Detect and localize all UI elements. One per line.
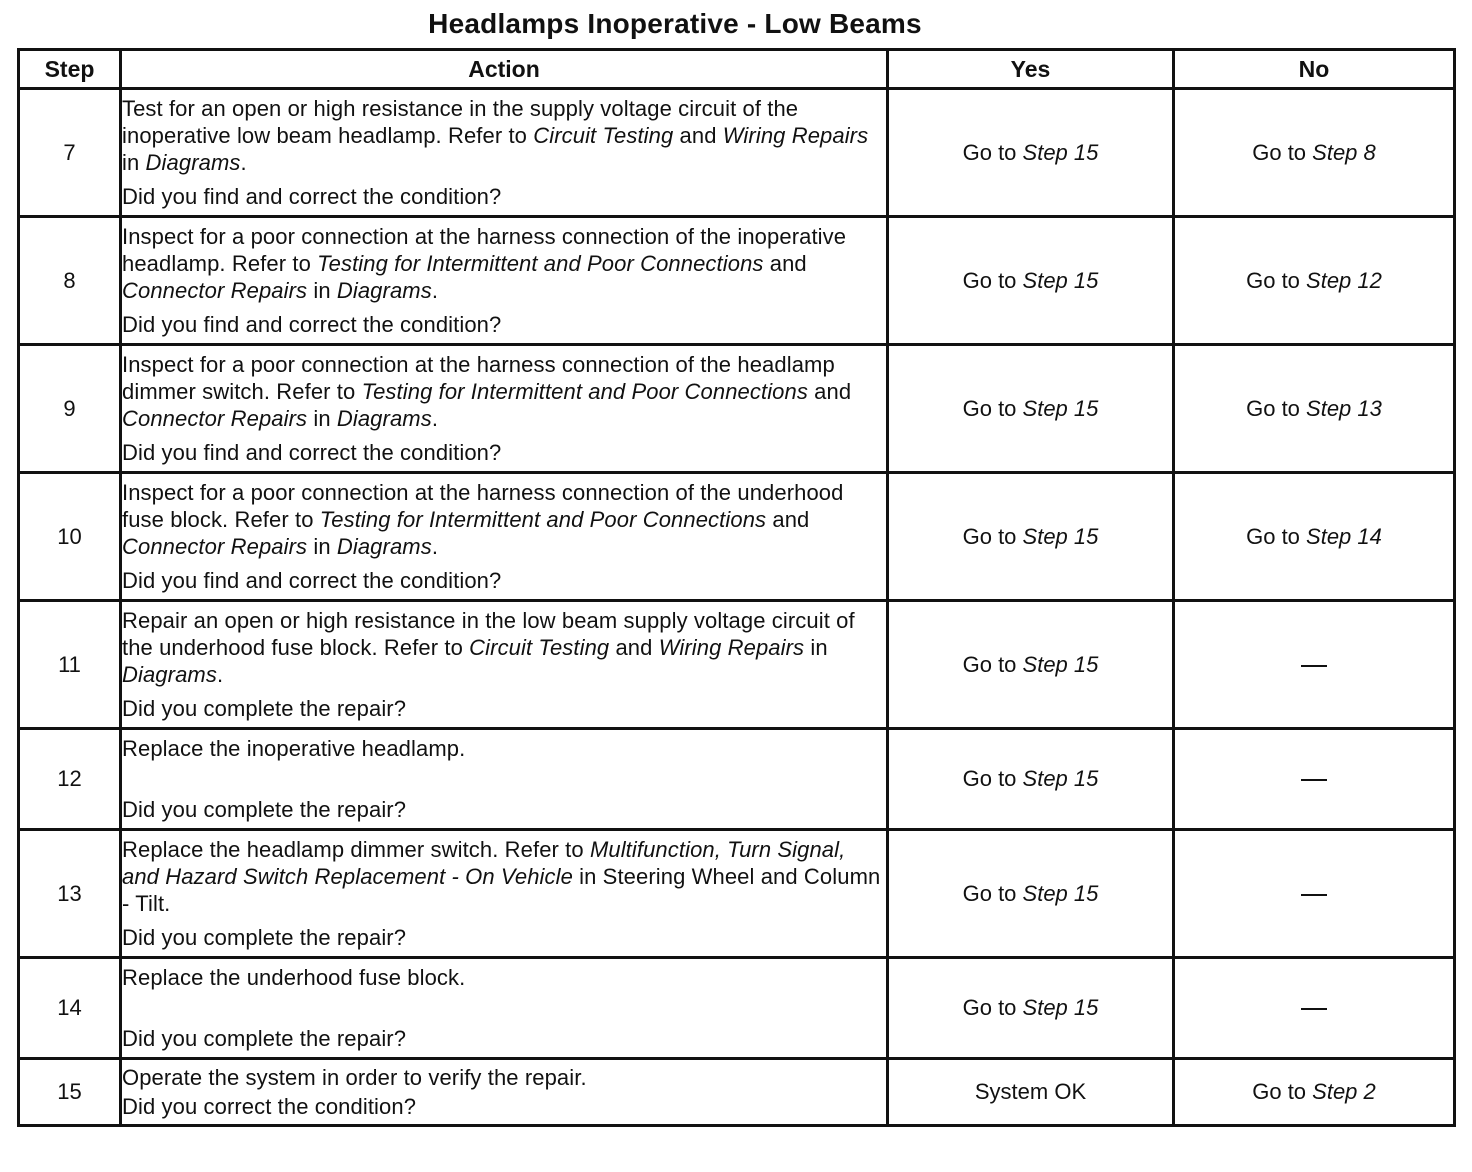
action-instruction bbox=[122, 836, 886, 917]
action-cell bbox=[121, 601, 888, 729]
diagnostic-table bbox=[17, 48, 1456, 1127]
step-number: 15 bbox=[19, 1059, 121, 1126]
instruction-text: in bbox=[122, 150, 146, 175]
action-instruction bbox=[122, 351, 886, 432]
instruction-text: Repair an open or high resistance in the low beam supply voltage circuit of the underhood fuse block. Refer to bbox=[122, 608, 855, 660]
action-column-header: Action bbox=[121, 50, 888, 89]
reference-link-text: Diagrams bbox=[336, 278, 432, 303]
reference-link-text: Diagrams bbox=[122, 662, 217, 687]
step-column-header: Step bbox=[19, 50, 121, 89]
table-row bbox=[19, 473, 1455, 601]
step-number: 8 bbox=[19, 217, 121, 345]
step-number: 11 bbox=[19, 601, 121, 729]
table-row bbox=[19, 89, 1455, 217]
instruction-text: and bbox=[766, 507, 810, 532]
action-cell bbox=[121, 89, 888, 217]
reference-link-text: Wiring Repairs bbox=[722, 123, 869, 148]
outcome-prefix: Go to bbox=[1246, 267, 1307, 293]
table-row bbox=[19, 958, 1455, 1059]
action-instruction bbox=[122, 95, 886, 176]
action-cell bbox=[121, 1059, 888, 1126]
table-row bbox=[19, 217, 1455, 345]
outcome-prefix: Go to bbox=[1252, 139, 1313, 165]
reference-link-text: Diagrams bbox=[336, 406, 432, 431]
table-row bbox=[19, 601, 1455, 729]
table-row bbox=[19, 729, 1455, 830]
action-instruction bbox=[122, 479, 886, 560]
instruction-text: . bbox=[431, 278, 439, 303]
table-row bbox=[19, 830, 1455, 958]
action-question: Did you find and correct the condition? bbox=[122, 184, 502, 209]
reference-link-text: Circuit Testing bbox=[469, 635, 610, 660]
instruction-text: and bbox=[609, 635, 659, 660]
reference-link-text: Testing for Intermittent and Poor Connections bbox=[319, 507, 767, 532]
reference-link-text: Connector Repairs bbox=[122, 278, 308, 303]
outcome-step-reference: Step 15 bbox=[1022, 395, 1099, 421]
table-header-row bbox=[19, 50, 1455, 89]
outcome-step-reference: Step 15 bbox=[1022, 766, 1099, 791]
instruction-text: Replace the underhood fuse block. bbox=[122, 965, 466, 990]
outcome-prefix: Go to bbox=[962, 523, 1023, 549]
table-row bbox=[19, 345, 1455, 473]
outcome-prefix: Go to bbox=[962, 139, 1023, 165]
yes-column-header: Yes bbox=[888, 50, 1174, 89]
yes-result bbox=[888, 729, 1174, 830]
instruction-text: and bbox=[807, 379, 852, 404]
no-result bbox=[1174, 473, 1455, 601]
reference-link-text: Testing for Intermittent and Poor Connections bbox=[361, 379, 808, 404]
no-result bbox=[1174, 958, 1455, 1059]
no-result bbox=[1174, 1059, 1455, 1126]
outcome-step-reference: Step 15 bbox=[1022, 880, 1099, 906]
instruction-text: Replace the headlamp dimmer switch. Refer to bbox=[122, 837, 590, 862]
instruction-text: in bbox=[307, 278, 337, 303]
reference-link-text: Connector Repairs bbox=[122, 406, 308, 431]
yes-result bbox=[888, 89, 1174, 217]
instruction-text: and bbox=[673, 123, 723, 148]
yes-result bbox=[888, 830, 1174, 958]
instruction-text: in bbox=[804, 635, 828, 660]
outcome-prefix: Go to bbox=[962, 395, 1023, 421]
action-instruction bbox=[122, 607, 886, 688]
outcome-prefix: Go to bbox=[962, 766, 1023, 791]
reference-link-text: Diagrams bbox=[145, 150, 241, 175]
step-number: 12 bbox=[19, 729, 121, 830]
no-result bbox=[1174, 89, 1455, 217]
dash-placeholder bbox=[1301, 894, 1327, 896]
action-cell bbox=[121, 729, 888, 830]
outcome-step-reference: Step 15 bbox=[1022, 267, 1099, 293]
instruction-text: in bbox=[307, 534, 337, 559]
instruction-text: . bbox=[240, 150, 247, 175]
instruction-text: . bbox=[431, 534, 439, 559]
outcome-prefix: System OK bbox=[974, 1079, 1087, 1104]
yes-result bbox=[888, 958, 1174, 1059]
reference-link-text: Multifunction, Turn Signal, and Hazard Switch Replacement - On Vehicle bbox=[122, 837, 846, 889]
reference-link-text: Diagrams bbox=[336, 534, 432, 559]
action-question: Did you complete the repair? bbox=[122, 797, 407, 822]
instruction-text: Replace the inoperative headlamp. bbox=[122, 736, 466, 761]
outcome-step-reference: Step 15 bbox=[1022, 995, 1099, 1020]
no-column-header: No bbox=[1174, 50, 1455, 89]
outcome-step-reference: Step 15 bbox=[1022, 139, 1099, 165]
table-body bbox=[19, 89, 1455, 1126]
reference-link-text: Testing for Intermittent and Poor Connections bbox=[317, 251, 764, 276]
instruction-text: Inspect for a poor connection at the harness connection of the headlamp dimmer switch. Refer to bbox=[122, 352, 835, 404]
no-result bbox=[1174, 601, 1455, 729]
dash-placeholder bbox=[1301, 1008, 1327, 1010]
reference-link-text: Connector Repairs bbox=[122, 534, 308, 559]
outcome-step-reference: Step 12 bbox=[1306, 267, 1382, 293]
instruction-text: Test for an open or high resistance in the supply voltage circuit of the inoperative low beam headlamp. Refer to bbox=[122, 96, 799, 148]
action-question: Did you find and correct the condition? bbox=[122, 568, 502, 593]
yes-result bbox=[888, 1059, 1174, 1126]
instruction-text: in Steering Wheel and Column - Tilt. bbox=[122, 864, 881, 916]
step-number: 14 bbox=[19, 958, 121, 1059]
outcome-step-reference: Step 15 bbox=[1022, 523, 1099, 549]
instruction-text: in bbox=[307, 406, 337, 431]
outcome-prefix: Go to bbox=[962, 651, 1023, 677]
action-cell bbox=[121, 958, 888, 1059]
no-result bbox=[1174, 345, 1455, 473]
yes-result bbox=[888, 345, 1174, 473]
action-question: Did you find and correct the condition? bbox=[122, 312, 502, 337]
no-result bbox=[1174, 830, 1455, 958]
yes-result bbox=[888, 217, 1174, 345]
action-cell bbox=[121, 473, 888, 601]
no-result bbox=[1174, 217, 1455, 345]
instruction-text: Inspect for a poor connection at the harness connection of the inoperative headlamp. Refer to bbox=[122, 224, 847, 276]
document-title: Headlamps Inoperative - Low Beams bbox=[428, 8, 922, 39]
outcome-step-reference: Step 8 bbox=[1312, 139, 1376, 165]
action-cell bbox=[121, 345, 888, 473]
outcome-step-reference: Step 15 bbox=[1022, 651, 1099, 677]
step-number: 13 bbox=[19, 830, 121, 958]
table-row bbox=[19, 1059, 1455, 1126]
yes-result bbox=[888, 601, 1174, 729]
action-cell bbox=[121, 217, 888, 345]
action-instruction bbox=[122, 223, 886, 304]
action-question: Did you find and correct the condition? bbox=[122, 440, 502, 465]
action-instruction bbox=[122, 735, 886, 762]
action-question: Did you complete the repair? bbox=[122, 696, 407, 721]
outcome-prefix: Go to bbox=[962, 995, 1023, 1020]
action-instruction bbox=[122, 1064, 886, 1091]
reference-link-text: Wiring Repairs bbox=[658, 635, 805, 660]
dash-placeholder bbox=[1301, 665, 1327, 667]
no-result bbox=[1174, 729, 1455, 830]
dash-placeholder bbox=[1301, 779, 1327, 781]
instruction-text: Inspect for a poor connection at the harness connection of the underhood fuse block. Refer to bbox=[122, 480, 844, 532]
step-number: 7 bbox=[19, 89, 121, 217]
action-question: Did you complete the repair? bbox=[122, 1026, 407, 1051]
outcome-step-reference: Step 13 bbox=[1306, 395, 1382, 421]
outcome-prefix: Go to bbox=[962, 880, 1023, 906]
step-number: 9 bbox=[19, 345, 121, 473]
action-question: Did you complete the repair? bbox=[122, 925, 407, 950]
instruction-text: . bbox=[216, 662, 224, 687]
step-number: 10 bbox=[19, 473, 121, 601]
action-instruction bbox=[122, 964, 886, 991]
outcome-step-reference: Step 2 bbox=[1312, 1079, 1376, 1104]
yes-result bbox=[888, 473, 1174, 601]
outcome-prefix: Go to bbox=[1252, 1079, 1313, 1104]
action-question: Did you correct the condition? bbox=[122, 1094, 417, 1119]
instruction-text: and bbox=[763, 251, 807, 276]
outcome-step-reference: Step 14 bbox=[1306, 523, 1382, 549]
outcome-prefix: Go to bbox=[962, 267, 1023, 293]
instruction-text: . bbox=[431, 406, 439, 431]
reference-link-text: Circuit Testing bbox=[533, 123, 674, 148]
instruction-text: Operate the system in order to verify the repair. bbox=[122, 1065, 587, 1090]
outcome-prefix: Go to bbox=[1246, 395, 1307, 421]
action-cell bbox=[121, 830, 888, 958]
outcome-prefix: Go to bbox=[1246, 523, 1307, 549]
